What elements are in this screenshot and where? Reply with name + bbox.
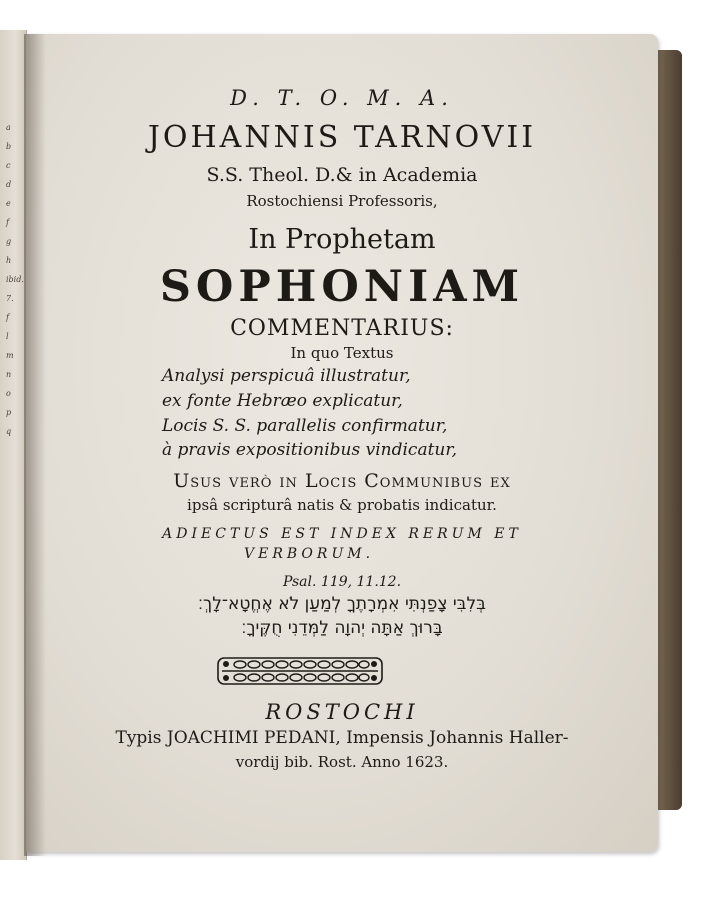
hebrew-verse-1: בְּלִבִּי צָפַנְתִּי אִמְרָתֶךָ לְמַעַן לֹא אֶחֱטָא־לָךְ׃ [198, 594, 486, 614]
ipsa-line: ipsâ scripturâ natis & probatis indicatur. [187, 496, 497, 514]
in-quo-line: In quo Textus [290, 344, 394, 362]
imprint-line-1: Typis JOACHIMI PEDANI, Impensis Johannis Haller- [115, 728, 569, 748]
aspect-line: ex fonte Hebræo explicatur, [162, 391, 403, 411]
margin-note: 7. [6, 294, 14, 303]
margin-note: g [6, 237, 12, 246]
margin-note: b [6, 142, 12, 151]
margin-note: m [6, 351, 14, 360]
margin-note: d [6, 180, 12, 189]
margin-note: a [6, 123, 11, 132]
title-page [26, 34, 658, 852]
margin-note: ibid. [6, 275, 24, 284]
margin-note: c [6, 161, 11, 170]
imprint-line-2: vordij bib. Rost. Anno 1623. [235, 753, 449, 771]
work-type: COMMENTARIUS: [230, 316, 454, 341]
work-subject: SOPHONIAM [159, 262, 525, 312]
aspect-line: Locis S. S. parallelis confirmatur, [162, 416, 448, 436]
index-line-2: VERBORUM. [244, 546, 375, 562]
margin-note: h [6, 256, 12, 265]
aspect-line: à pravis expositionibus vindicatur, [162, 440, 458, 460]
author-name: JOHANNIS TARNOVII [147, 120, 537, 155]
dedication-line: D. T. O. M. A. [230, 86, 454, 110]
margin-note: q [6, 427, 12, 436]
margin-note: n [6, 370, 12, 379]
gutter-shadow [24, 34, 46, 856]
margin-note: l [6, 332, 9, 341]
margin-note: p [6, 408, 12, 417]
author-credentials: S.S. Theol. D.& in Academia [206, 164, 478, 186]
index-line-1: ADIECTUS EST INDEX RERUM ET [162, 526, 522, 542]
margin-note: o [6, 389, 11, 398]
margin-note: e [6, 199, 11, 208]
hebrew-verse-2: בָּרוּךְ אַתָּה יְהוָה לַמְּדֵנִי חֻקֶּיךָ׃ [241, 618, 443, 638]
margin-note: f [6, 218, 9, 227]
author-institution: Rostochiensi Professoris, [246, 192, 438, 210]
left-page-margin-notes [6, 118, 24, 441]
usus-line: Usus verò in Locis Communibus ex [173, 470, 511, 492]
left-facing-page [0, 30, 27, 860]
work-intro: In Prophetam [248, 224, 436, 255]
psalm-reference: Psal. 119, 11.12. [282, 574, 402, 590]
imprint-place: ROSTOCHI [265, 700, 419, 724]
margin-note: f [6, 313, 9, 322]
aspect-line: Analysi perspicuâ illustratur, [162, 366, 411, 386]
printers-ornament-icon [214, 652, 386, 690]
